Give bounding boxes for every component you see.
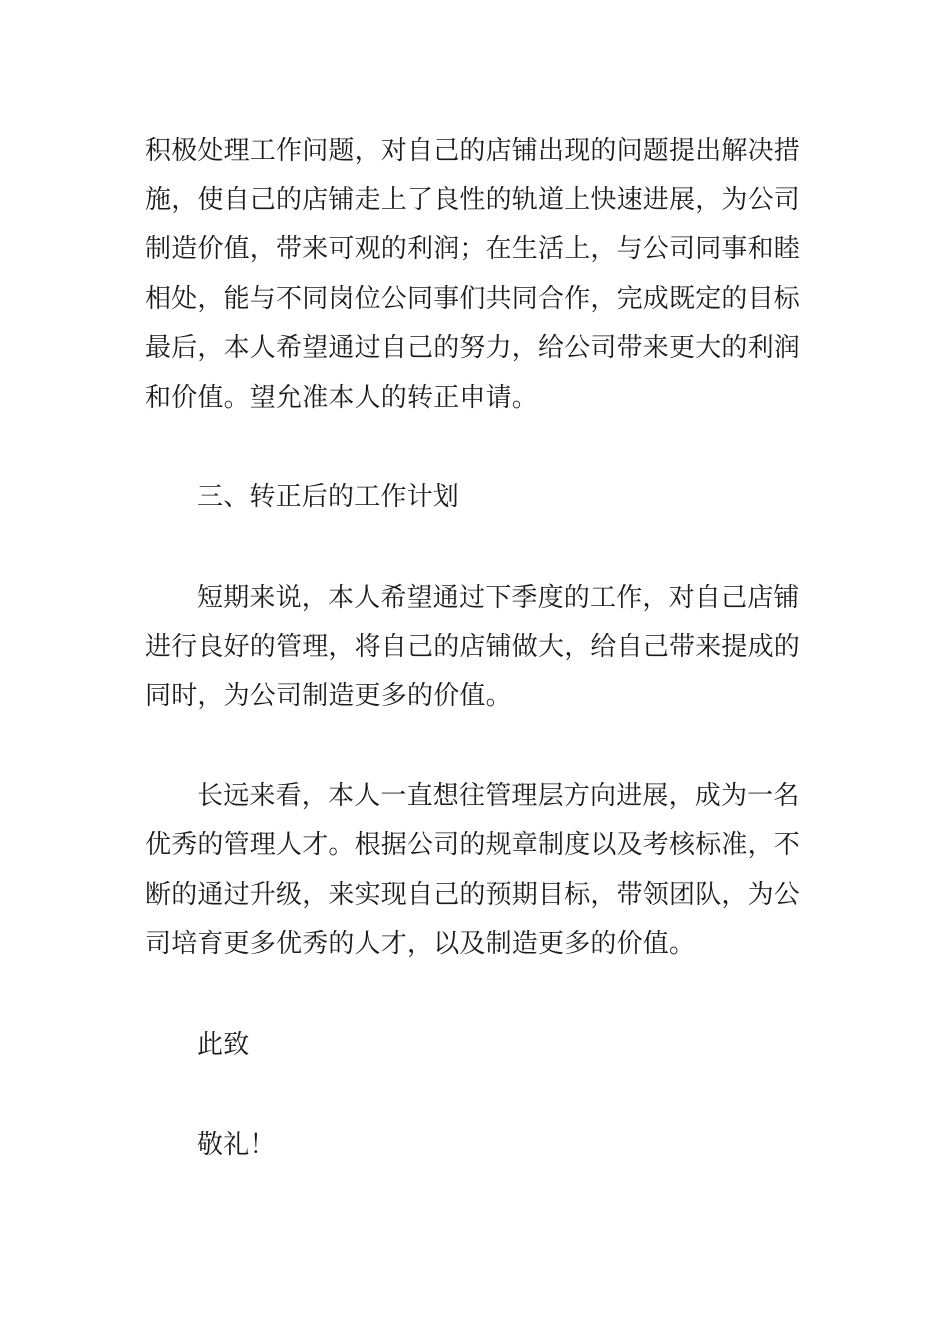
paragraph-line: 优秀的管理人才。根据公司的规章制度以及考核标准，不: [145, 830, 801, 860]
paragraph-line: 积极处理工作问题，对自己的店铺出现的问题提出解决措: [145, 136, 801, 166]
paragraph-line: 施，使自己的店铺走上了良性的轨道上快速进展，为公司: [145, 185, 801, 215]
closing-regards: 敬礼！: [197, 1130, 276, 1160]
closing-salutation: 此致: [197, 1030, 250, 1060]
paragraph-line: 同时，为公司制造更多的价值。: [145, 681, 512, 711]
paragraph-line: 和价值。望允准本人的转正申请。: [145, 383, 539, 413]
paragraph-line: 最后，本人希望通过自己的努力，给公司带来更大的利润: [145, 333, 801, 363]
paragraph-line: 短期来说，本人希望通过下季度的工作，对自己店铺: [197, 583, 800, 613]
paragraph-line: 相处，能与不同岗位公同事们共同合作，完成既定的目标: [145, 284, 801, 314]
section-heading: 三、转正后的工作计划: [197, 482, 460, 512]
paragraph-line: 断的通过升级，来实现自己的预期目标，带领团队，为公: [145, 880, 801, 910]
paragraph-line: 长远来看，本人一直想往管理层方向进展，成为一名: [197, 781, 800, 811]
paragraph-line: 进行良好的管理，将自己的店铺做大，给自己带来提成的: [145, 632, 801, 662]
paragraph-line: 制造价值，带来可观的利润；在生活上，与公司同事和睦: [145, 234, 801, 264]
paragraph-line: 司培育更多优秀的人才，以及制造更多的价值。: [145, 929, 696, 959]
